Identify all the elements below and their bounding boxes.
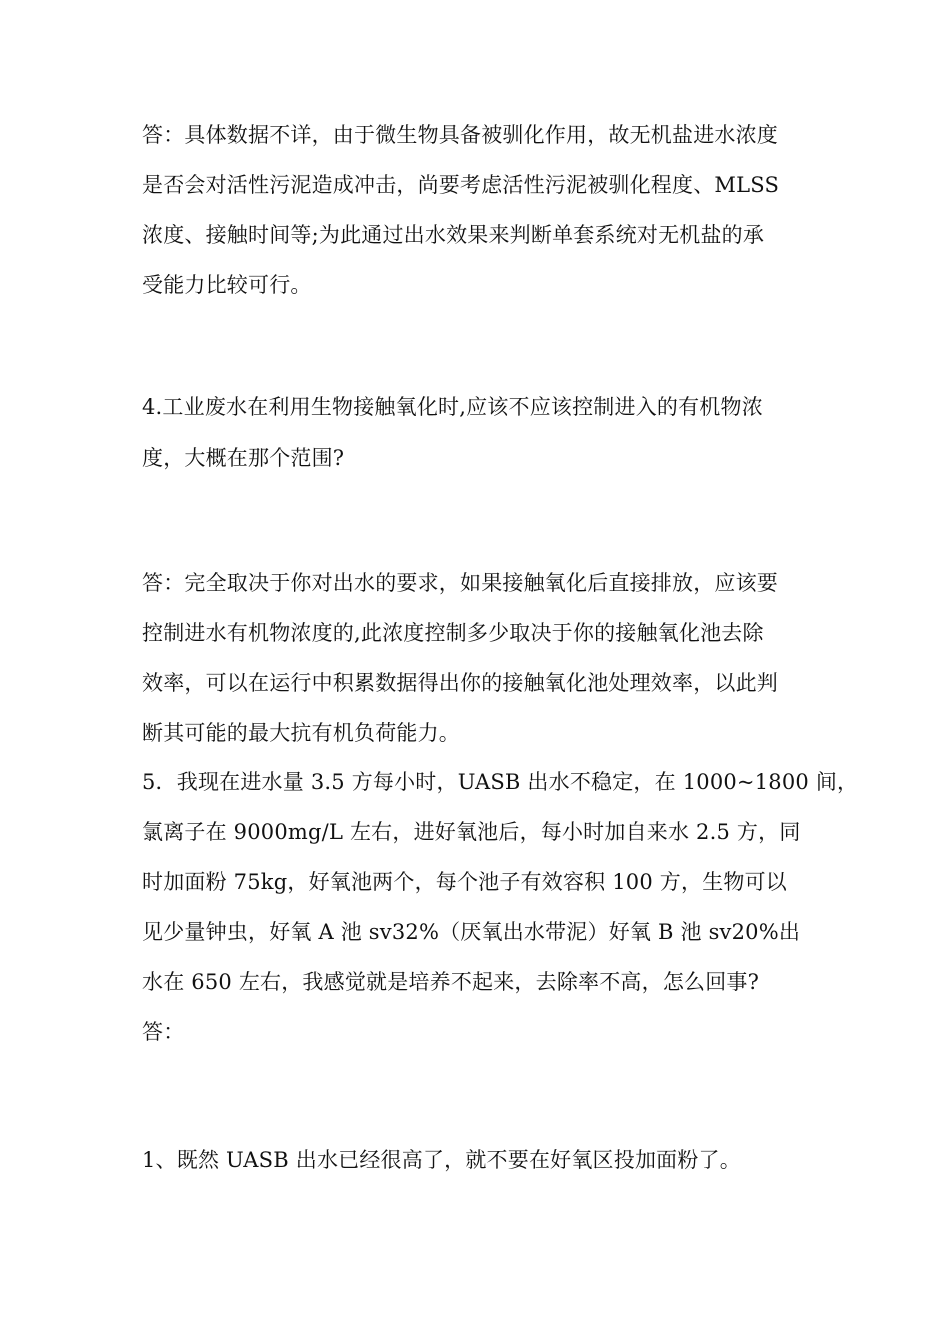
answer-line: 断其可能的最大抗有机负荷能力。 [142,721,460,745]
paragraph-line: 受能力比较可行。 [142,273,312,297]
question-line: 水在 650 左右，我感觉就是培养不起来，去除率不高，怎么回事? [142,970,760,994]
question-line: 度，大概在那个范围? [142,446,345,470]
paragraph-line: 浓度、接触时间等;为此通过出水效果来判断单套系统对无机盐的承 [142,223,765,247]
question-line: 5．我现在进水量 3.5 方每小时，UASB 出水不稳定，在 1000~1800 间， [142,770,859,794]
question-line: 见少量钟虫，好氧 A 池 sv32%（厌氧出水带泥）好氧 B 池 sv20%出 [142,920,801,944]
question-line: 4.工业废水在利用生物接触氧化时,应该不应该控制进入的有机物浓 [142,395,763,419]
paragraph-line: 是否会对活性污泥造成冲击，尚要考虑活性污泥被驯化程度、MLSS [142,173,780,197]
answer-label: 答： [142,1020,185,1044]
question-line: 时加面粉 75kg，好氧池两个，每个池子有效容积 100 方，生物可以 [142,870,787,894]
answer-line: 1、既然 UASB 出水已经很高了，就不要在好氧区投加面粉了。 [142,1148,741,1172]
answer-line: 效率，可以在运行中积累数据得出你的接触氧化池处理效率，以此判 [142,671,778,695]
question-line: 氯离子在 9000mg/L 左右，进好氧池后，每小时加自来水 2.5 方，同 [142,820,801,844]
answer-line: 控制进水有机物浓度的,此浓度控制多少取决于你的接触氧化池去除 [142,621,764,645]
answer-line: 答：完全取决于你对出水的要求，如果接触氧化后直接排放，应该要 [142,571,778,595]
paragraph-line: 答：具体数据不详，由于微生物具备被驯化作用，故无机盐进水浓度 [142,123,778,147]
